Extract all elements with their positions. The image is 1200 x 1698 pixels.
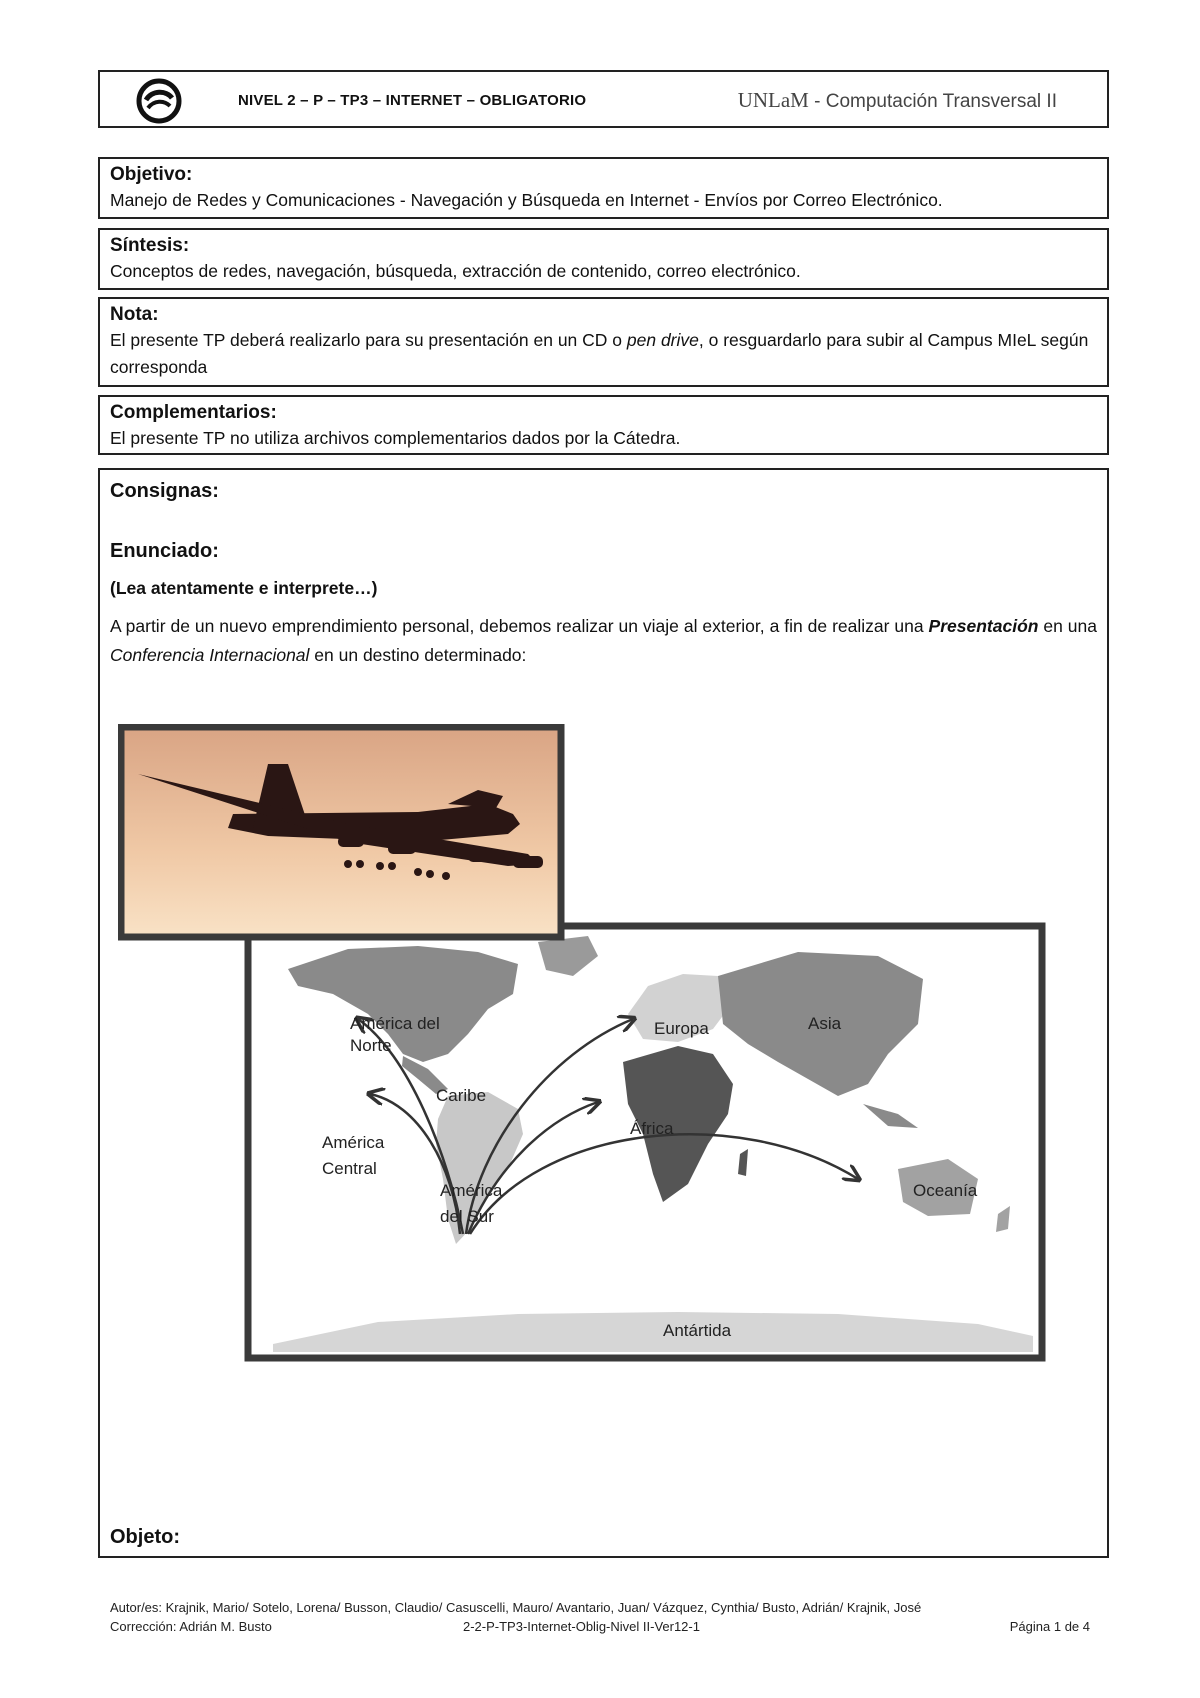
nota-section <box>98 297 1109 387</box>
footer-page-number: Página 1 de 4 <box>1009 1619 1090 1634</box>
objetivo-section <box>98 157 1109 219</box>
nota-text: El presente TP deberá realizarlo para su presentación en un CD o pen drive, o resguardarlo para subir al Campus MIeL según corresponda <box>110 330 1089 377</box>
label-antartida: Antártida <box>663 1321 732 1340</box>
label-central-america-2: Central <box>322 1159 377 1178</box>
footer-doc-code: 2-2-P-TP3-Internet-Oblig-Nivel II-Ver12-1 <box>463 1619 700 1634</box>
document-title: NIVEL 2 – P – TP3 – INTERNET – OBLIGATORIO <box>238 92 587 109</box>
complementarios-section <box>98 395 1109 455</box>
page-footer <box>110 1598 1090 1636</box>
label-oceania: Oceanía <box>913 1181 978 1200</box>
label-asia: Asia <box>808 1014 842 1033</box>
sintesis-section <box>98 228 1109 290</box>
label-central-america-1: América <box>322 1133 385 1152</box>
world-map <box>248 926 1042 1358</box>
consignas-heading: Consignas: <box>110 480 219 502</box>
travel-illustration <box>118 724 1054 1364</box>
footer-authors: Autor/es: Krajnik, Mario/ Sotelo, Lorena/ Busson, Claudio/ Casuscelli, Mauro/ Avantario, Juan/ Vázquez, Cynthia/ Busto, Adrián/ Krajnik, José <box>110 1600 922 1615</box>
institution-name: UNLaM - Computación Transversal II <box>737 88 1057 112</box>
label-south-america-1: América <box>440 1181 503 1200</box>
label-south-america-2: del Sur <box>440 1207 494 1226</box>
sintesis-heading: Síntesis: <box>110 235 190 256</box>
objetivo-text: Manejo de Redes y Comunicaciones - Navegación y Búsqueda en Internet - Envíos por Correo Electrónico. <box>110 190 943 210</box>
objetivo-heading: Objetivo: <box>110 164 193 185</box>
airplane-photo <box>121 727 561 937</box>
page-header <box>98 70 1109 128</box>
label-europa: Europa <box>654 1019 709 1038</box>
footer-correccion: Corrección: Adrián M. Busto <box>110 1619 272 1634</box>
enunciado-heading: Enunciado: <box>110 540 219 562</box>
enunciado-paragraph: A partir de un nuevo emprendimiento personal, debemos realizar un viaje al exterior, a fin de realizar una Presentación en una Conferencia Internacional en un destino determinado: <box>110 616 1097 665</box>
label-africa: África <box>630 1119 674 1138</box>
objeto-heading: Objeto: <box>110 1526 180 1548</box>
instruction-note: (Lea atentamente e interprete…) <box>110 578 378 598</box>
label-north-america-2: Norte <box>350 1036 392 1055</box>
nota-heading: Nota: <box>110 304 159 325</box>
sintesis-text: Conceptos de redes, navegación, búsqueda, extracción de contenido, correo electrónico. <box>110 261 801 281</box>
label-north-america-1: América del <box>350 1014 440 1033</box>
label-caribe: Caribe <box>436 1086 487 1105</box>
complementarios-text: El presente TP no utiliza archivos complementarios dados por la Cátedra. <box>110 428 681 448</box>
complementarios-heading: Complementarios: <box>110 402 277 423</box>
unlam-logo-icon <box>136 78 182 124</box>
